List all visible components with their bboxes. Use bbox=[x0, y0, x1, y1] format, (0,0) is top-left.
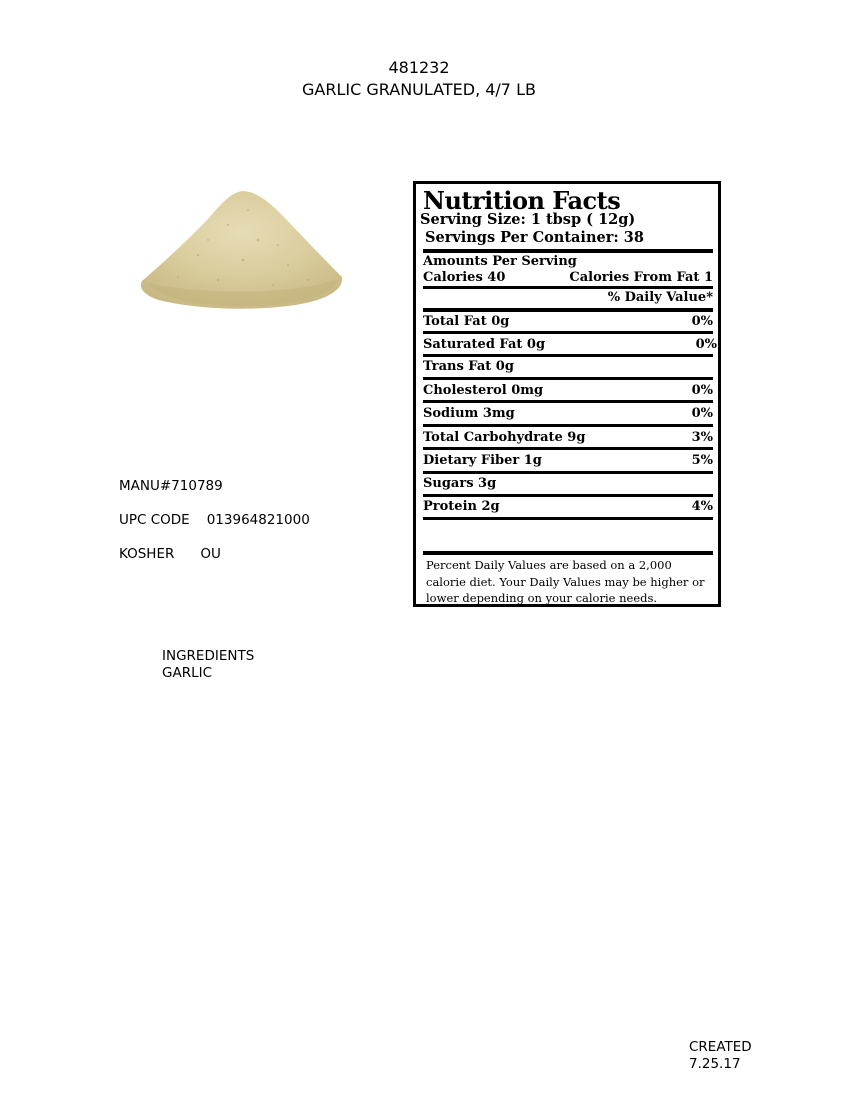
row-divider bbox=[423, 447, 713, 450]
servings-per-container: Servings Per Container: 38 bbox=[425, 229, 644, 246]
nutrient-row bbox=[423, 430, 713, 445]
nutrient-row bbox=[423, 453, 713, 468]
nutrient-label: Trans Fat 0g bbox=[423, 359, 514, 374]
thick-divider bbox=[423, 551, 713, 555]
row-divider bbox=[423, 354, 713, 357]
amount-per-serving: Amounts Per Serving bbox=[423, 254, 577, 269]
thick-divider bbox=[423, 308, 713, 312]
nutrient-row bbox=[423, 406, 713, 421]
nutrient-percent: 5% bbox=[691, 453, 713, 468]
kosher-value: OU bbox=[200, 546, 221, 562]
nutrient-row bbox=[423, 337, 717, 352]
item-name: GARLIC GRANULATED, 4/7 LB bbox=[302, 80, 536, 99]
daily-value-header: % Daily Value* bbox=[607, 290, 713, 305]
nutrition-facts-label bbox=[413, 181, 721, 607]
created-label: CREATED bbox=[689, 1039, 752, 1055]
nutrient-percent: 0% bbox=[695, 337, 717, 352]
nutrient-label: Sodium 3mg bbox=[423, 406, 515, 421]
row-divider bbox=[423, 377, 713, 380]
calories: Calories 40 bbox=[423, 270, 506, 285]
upc-value: 013964821000 bbox=[206, 512, 310, 528]
nutrient-label: Cholesterol 0mg bbox=[423, 383, 544, 398]
manufacturer-number: MANU#710789 bbox=[119, 478, 223, 494]
nutrient-row bbox=[423, 476, 713, 491]
nutrient-row bbox=[423, 359, 713, 374]
nutrient-percent: 0% bbox=[691, 383, 713, 398]
calories-row bbox=[423, 270, 713, 285]
nutrient-percent: 4% bbox=[691, 499, 713, 514]
nutrient-label: Sugars 3g bbox=[423, 476, 497, 491]
nutrient-label: Saturated Fat 0g bbox=[423, 337, 546, 352]
item-number: 481232 bbox=[388, 58, 450, 77]
nutrition-footnote: Percent Daily Values are based on a 2,000 calorie diet. Your Daily Values may be higher or lower depending on your calorie needs. bbox=[426, 558, 705, 605]
row-divider bbox=[423, 517, 713, 520]
upc-label: UPC CODE bbox=[119, 512, 190, 528]
created-date: 7.25.17 bbox=[689, 1056, 741, 1072]
kosher-label: KOSHER bbox=[119, 546, 175, 562]
nutrient-label: Dietary Fiber 1g bbox=[423, 453, 542, 468]
calories-from-fat: Calories From Fat 1 bbox=[569, 270, 713, 285]
kosher-info bbox=[119, 546, 221, 562]
nutrient-percent: 3% bbox=[691, 430, 713, 445]
nutrient-label: Protein 2g bbox=[423, 499, 500, 514]
nutrient-label: Total Carbohydrate 9g bbox=[423, 430, 586, 445]
ingredients-value: GARLIC bbox=[162, 665, 213, 681]
nutrient-row bbox=[423, 314, 713, 329]
thick-divider bbox=[423, 249, 713, 253]
nutrient-row bbox=[423, 383, 713, 398]
row-divider bbox=[423, 331, 713, 334]
nutrient-percent: 0% bbox=[691, 406, 713, 421]
nutrient-row bbox=[423, 499, 713, 514]
medium-divider bbox=[423, 286, 713, 289]
daily-value-header-row bbox=[423, 290, 713, 305]
row-divider bbox=[423, 494, 713, 497]
row-divider bbox=[423, 424, 713, 427]
nutrition-title: Nutrition Facts bbox=[423, 186, 621, 215]
serving-size: Serving Size: 1 tbsp ( 12g) bbox=[420, 211, 636, 228]
garlic-pile-image bbox=[138, 185, 348, 317]
nutrient-percent: 0% bbox=[691, 314, 713, 329]
nutrient-label: Total Fat 0g bbox=[423, 314, 510, 329]
row-divider bbox=[423, 471, 713, 474]
ingredients-label: INGREDIENTS bbox=[162, 648, 255, 664]
row-divider bbox=[423, 400, 713, 403]
upc-code bbox=[119, 512, 310, 528]
